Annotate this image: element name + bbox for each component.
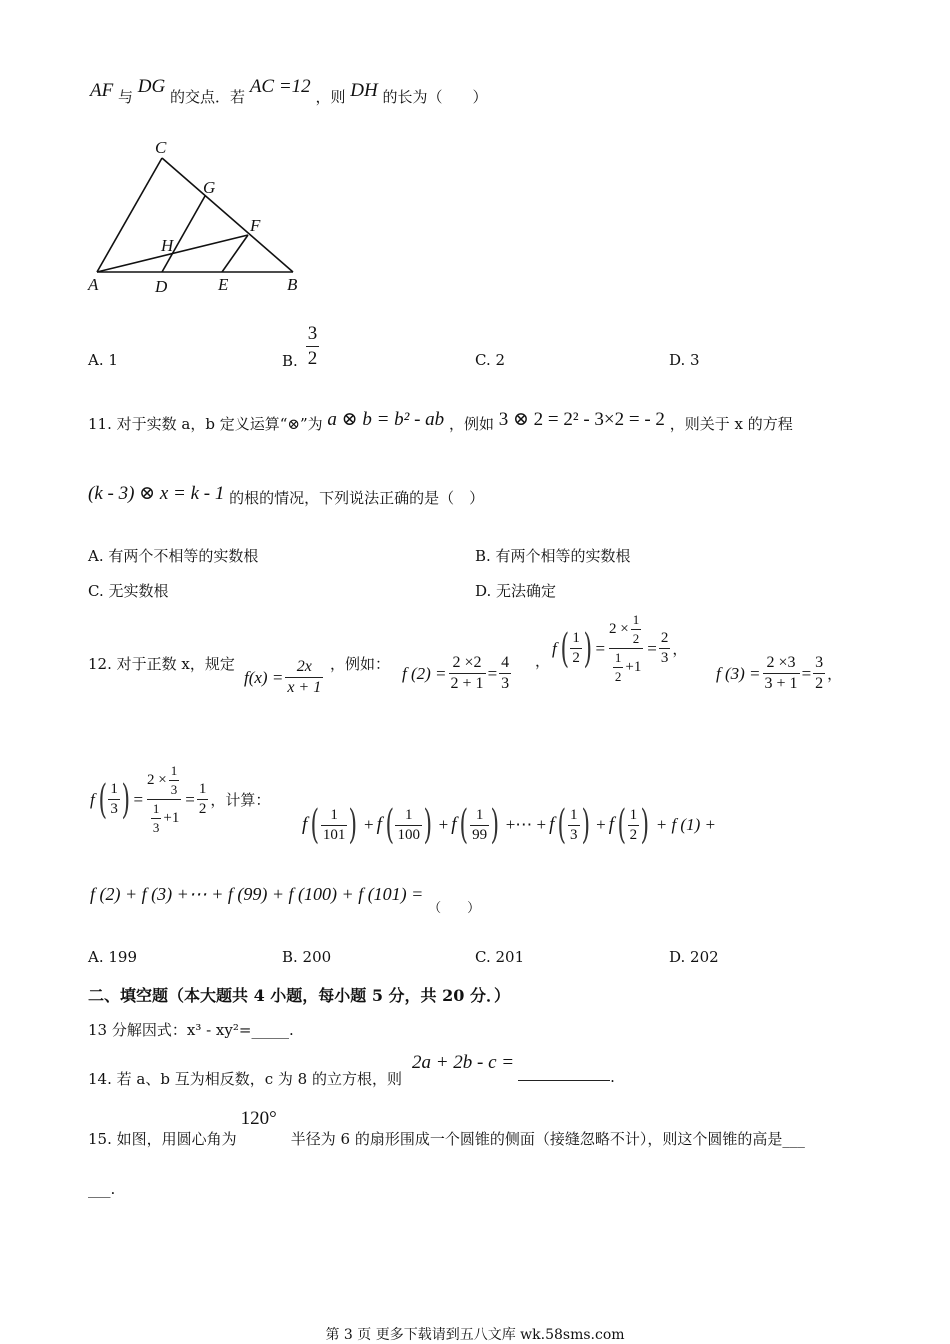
sum-term-2 <box>628 807 640 844</box>
fraction-denominator: 3 <box>570 826 578 843</box>
f-symbol: f <box>90 789 95 809</box>
nested-fraction <box>169 763 180 798</box>
fraction-denominator: 2 + 1 <box>450 675 484 692</box>
sum-dots: +⋯ + <box>505 815 547 834</box>
fraction-denominator: 2 <box>815 675 824 692</box>
sum-term-3 <box>568 807 580 844</box>
q11-eq-tail: 的根的情况，下列说法正确的是（ ） <box>229 489 485 507</box>
fraction-numerator: 1 <box>152 801 160 816</box>
segment-dg <box>162 196 205 272</box>
fraction-denominator <box>609 648 643 685</box>
q12-line3 <box>90 884 481 916</box>
fraction-denominator: 2 <box>614 669 622 684</box>
fraction-numerator: 3 <box>307 323 318 344</box>
fraction-denominator: 100 <box>397 826 420 843</box>
plus-sign: + <box>364 815 374 834</box>
fraction-denominator: 3 <box>660 650 669 666</box>
fraction-numerator: 4 <box>501 654 510 671</box>
right-paren-icon: ) <box>583 625 592 672</box>
q12-option-b: B. 200 <box>282 948 332 966</box>
sum-term-100 <box>395 807 422 844</box>
q11-example-math: 3 ⊗ 2 = 2² - 3×2 = - 2 <box>498 409 665 430</box>
q12-fx: f(x) = <box>244 667 284 687</box>
q14-line <box>88 1052 615 1089</box>
math-dg: DG <box>137 76 166 97</box>
q12-fthird-arg <box>108 781 120 818</box>
left-paren-icon: ( <box>98 776 107 823</box>
fraction-numerator: 1 <box>110 781 118 797</box>
comma: ， <box>672 640 688 658</box>
q14-answer-blank[interactable] <box>518 1052 610 1081</box>
fraction-numerator: 1 <box>570 806 578 823</box>
fraction-denominator: 2 <box>572 650 580 666</box>
q12-f3-example <box>716 654 842 693</box>
label-f: F <box>250 216 261 235</box>
equals-sign: = <box>185 789 195 809</box>
fraction-numerator <box>607 612 645 648</box>
q10-tail-line <box>90 76 488 106</box>
left-paren-icon: ( <box>560 625 569 672</box>
f-symbol: f <box>608 814 614 835</box>
q12-fhalf-result <box>659 630 671 667</box>
math-af: AF <box>90 80 114 101</box>
nested-fraction <box>151 801 162 836</box>
math-dh: DH <box>350 80 378 101</box>
text-changwei: 的长为（ ） <box>382 88 488 106</box>
edge-cb <box>162 158 293 272</box>
left-paren-icon: ( <box>557 802 567 848</box>
edge-ac <box>97 158 162 272</box>
calc-label: ，计算： <box>210 791 271 809</box>
q12-fhalf-arg <box>570 630 582 667</box>
left-paren-icon: ( <box>385 802 394 848</box>
label-b: B <box>287 275 298 294</box>
q11-line2 <box>88 482 484 505</box>
fraction-numerator: 1 <box>404 806 413 823</box>
q12-line3-paren: （ ） <box>428 901 481 916</box>
fraction-numerator: 1 <box>198 781 207 797</box>
q10-option-d: D. 3 <box>669 351 700 369</box>
q15-line1 <box>88 1108 805 1149</box>
q11-def-math: a ⊗ b = b² - ab <box>327 409 445 430</box>
q15-pre: 15. 如图，用圆心角为 <box>88 1130 237 1148</box>
q12-option-c: C. 201 <box>475 948 525 966</box>
fraction-denominator <box>147 799 181 836</box>
right-paren-icon: ) <box>348 802 358 848</box>
fraction-numerator: 1 <box>572 630 580 646</box>
label-d: D <box>155 277 168 296</box>
label-c: C <box>155 138 167 157</box>
left-paren-icon: ( <box>617 802 627 848</box>
section-2-title: 二、填空题（本大题共 4 小题，每小题 5 分，共 20 分．） <box>88 986 510 1005</box>
q12-f3-fraction <box>763 654 800 693</box>
f-symbol: f <box>451 814 457 835</box>
fraction-denominator: 2 <box>632 631 640 646</box>
q12-fhalf-big-fraction <box>607 612 645 685</box>
fraction-denominator: 99 <box>472 826 488 843</box>
text-yu: 与 <box>118 88 134 106</box>
text-ze: ，则 <box>315 88 346 106</box>
q12-eg: ，例如： <box>330 655 391 673</box>
q13-text: 13 分解因式：x³ - xy²=_____. <box>88 1021 294 1039</box>
q11-option-b: B. 有两个相等的实数根 <box>475 547 631 565</box>
q11-option-a: A. 有两个不相等的实数根 <box>88 547 259 565</box>
fraction-denominator: x + 1 <box>287 679 322 696</box>
q10-option-b-prefix: B. <box>282 351 298 370</box>
denominator-plus: +1 <box>163 810 180 826</box>
q15-post: 半径为 6 的扇形围成一个圆锥的侧面（接缝忽略不计），则这个圆锥的高是___ <box>290 1130 805 1148</box>
comma: ， <box>535 652 551 670</box>
q12-fx-fraction <box>285 658 323 697</box>
right-paren-icon: ) <box>121 776 130 823</box>
comma: ， <box>827 665 843 683</box>
q12-f2-fraction <box>449 654 486 693</box>
math-ac-eq: AC =12 <box>249 76 311 97</box>
q12-fx-definition <box>244 658 325 697</box>
q11-example-word: ，例如 <box>448 415 494 433</box>
nested-fraction <box>613 650 624 685</box>
fraction-numerator: 2 ×3 <box>766 654 796 671</box>
fraction-numerator: 3 <box>815 654 824 671</box>
fraction-numerator: 1 <box>629 806 638 823</box>
nested-fraction <box>631 612 642 647</box>
q12-line3-math: f (2) + f (3) +⋯ + f (99) + f (100) + f (101) = <box>90 884 424 904</box>
q12-option-d: D. 202 <box>669 948 719 966</box>
q12-sum-line <box>302 802 716 848</box>
equals-sign: = <box>133 789 144 809</box>
fraction-numerator: 1 <box>614 650 622 665</box>
fraction-numerator: 1 <box>632 612 640 627</box>
label-e: E <box>218 275 229 294</box>
q11-eq-math: (k - 3) ⊗ x = k - 1 <box>88 483 225 504</box>
fraction-denominator: 3 <box>170 782 178 797</box>
fraction-denominator: 2 <box>629 826 638 843</box>
q12-fthird-big-fraction <box>145 763 183 836</box>
q14-text: 14. 若 a、b 互为相反数，c 为 8 的立方根，则 <box>88 1070 402 1088</box>
f-symbol: f <box>549 814 555 835</box>
sum-f1: + f (1) + <box>655 815 716 834</box>
q10-option-b-fraction <box>306 323 320 370</box>
fraction-numerator: 2x <box>296 658 312 675</box>
fraction-denominator: 2 <box>198 801 207 817</box>
left-paren-icon: ( <box>310 802 320 848</box>
sum-term-101 <box>321 807 348 844</box>
fraction-denominator: 2 <box>307 348 318 369</box>
q12-fthird-example <box>90 763 270 836</box>
q15-angle: 120° <box>240 1108 277 1129</box>
fraction-numerator <box>145 763 183 799</box>
q11-intro: 11. 对于实数 a，b 定义运算“⊗”为 <box>88 415 323 433</box>
label-g: G <box>203 178 216 197</box>
q12-option-a: A. 199 <box>88 948 137 966</box>
q12-intro: 12. 对于正数 x，规定 <box>88 655 235 673</box>
fraction-denominator: 3 <box>501 675 510 692</box>
equals-sign: = <box>595 638 606 658</box>
q15-line2: ___. <box>88 1180 116 1198</box>
right-paren-icon: ) <box>581 802 590 848</box>
q12-f2-result <box>499 654 511 693</box>
q11-option-c: C. 无实数根 <box>88 582 169 600</box>
fraction-denominator: 3 <box>110 801 118 817</box>
q12-f2-lhs: f (2) = <box>402 663 447 683</box>
q12-fhalf-example <box>552 612 687 685</box>
fraction-numerator: 2 <box>660 630 669 646</box>
right-paren-icon: ) <box>423 802 433 848</box>
q11-tail: ，则关于 x 的方程 <box>669 415 793 433</box>
page-footer: 第 3 页 更多下载请到五八文库 wk.58sms.com <box>325 1327 625 1343</box>
q14-math: 2a + 2b - c = <box>411 1052 515 1073</box>
right-paren-icon: ) <box>640 802 650 848</box>
q12-f2-example <box>402 654 513 693</box>
fraction-denominator: 3 + 1 <box>764 675 798 692</box>
f-symbol: f <box>302 814 308 835</box>
fraction-denominator: 101 <box>322 826 346 843</box>
fraction-numerator: 1 <box>475 806 484 823</box>
numerator-text: 2 × <box>147 772 167 788</box>
denominator-plus: +1 <box>625 659 642 675</box>
equals-sign: = <box>801 663 812 683</box>
q12-f3-lhs: f (3) = <box>716 663 761 683</box>
fraction-denominator: 3 <box>152 820 160 835</box>
q11-option-d: D. 无法确定 <box>475 582 557 600</box>
q10-option-b <box>282 323 321 370</box>
equals-sign: = <box>647 638 657 658</box>
triangle-figure <box>80 130 320 300</box>
text-jiaodian: 的交点．若 <box>170 88 246 106</box>
q11-line1 <box>88 408 793 431</box>
q12-f3-result <box>813 654 825 693</box>
q10-option-c: C. 2 <box>475 351 506 369</box>
label-h: H <box>161 236 174 255</box>
fraction-numerator: 1 <box>330 806 338 823</box>
f-symbol: f <box>552 638 557 658</box>
fraction-numerator: 1 <box>170 763 178 778</box>
plus-sign: + <box>596 815 606 834</box>
f-symbol: f <box>376 814 382 835</box>
q12-fthird-result <box>197 781 209 818</box>
q14-end: . <box>610 1068 615 1086</box>
plus-sign: + <box>438 815 449 834</box>
sum-term-99 <box>470 807 489 844</box>
label-a: A <box>88 275 99 294</box>
equals-sign: = <box>487 663 498 683</box>
numerator-text: 2 × <box>609 621 629 637</box>
fraction-numerator: 2 ×2 <box>452 654 482 671</box>
left-paren-icon: ( <box>459 802 469 848</box>
q10-option-a: A. 1 <box>88 351 118 369</box>
right-paren-icon: ) <box>490 802 500 848</box>
